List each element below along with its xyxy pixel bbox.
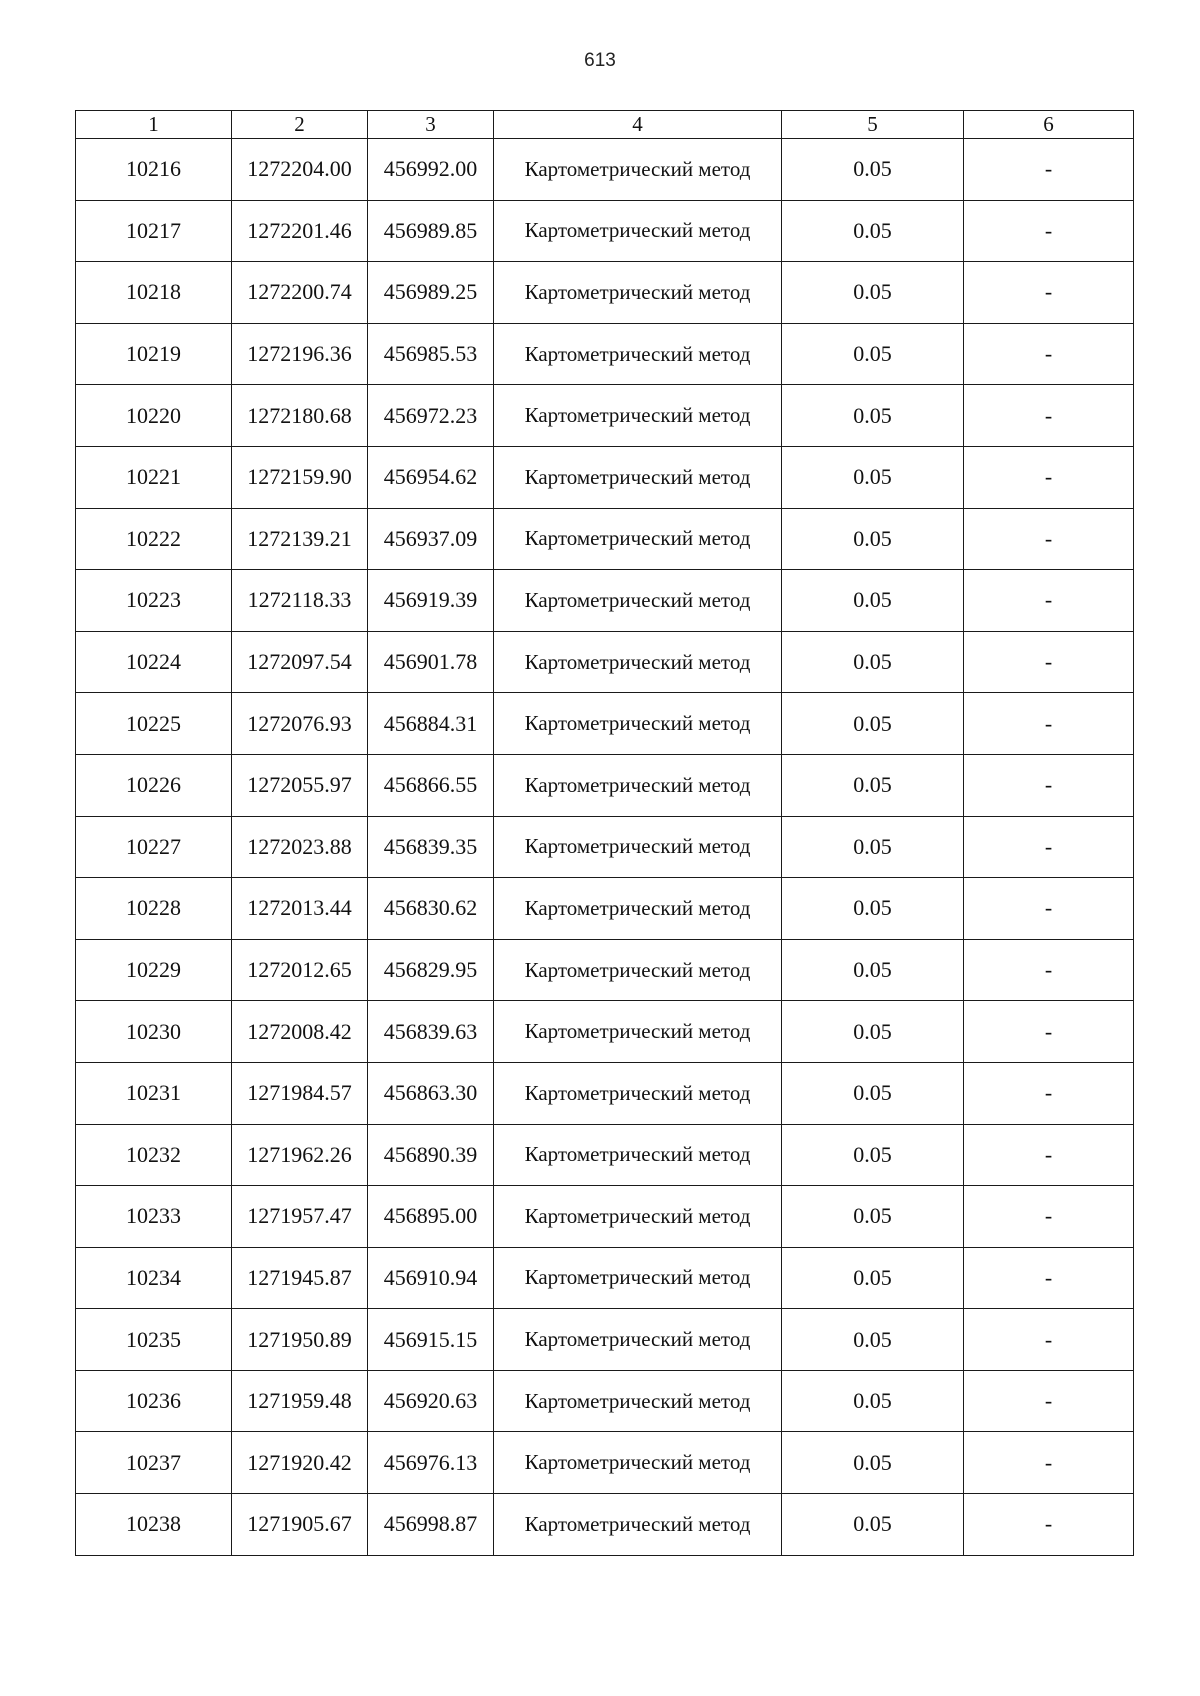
x-coordinate-cell: 1272118.33 [232,570,368,632]
point-number-cell: 10218 [76,262,232,324]
method-cell: Картометрический метод [494,1062,782,1124]
accuracy-cell: 0.05 [782,1432,964,1494]
table-row [76,939,1134,1001]
y-coordinate-cell: 456920.63 [368,1370,494,1432]
note-cell: - [964,1062,1134,1124]
y-coordinate-cell: 456989.25 [368,262,494,324]
note-cell: - [964,878,1134,940]
point-number-cell: 10223 [76,570,232,632]
x-coordinate-cell: 1272139.21 [232,508,368,570]
y-coordinate-cell: 456839.35 [368,816,494,878]
accuracy-cell: 0.05 [782,939,964,1001]
note-cell: - [964,200,1134,262]
x-coordinate-cell: 1272180.68 [232,385,368,447]
point-number-cell: 10236 [76,1370,232,1432]
accuracy-cell: 0.05 [782,878,964,940]
accuracy-cell: 0.05 [782,570,964,632]
y-coordinate-cell: 456830.62 [368,878,494,940]
accuracy-cell: 0.05 [782,1062,964,1124]
accuracy-cell: 0.05 [782,1309,964,1371]
method-cell: Картометрический метод [494,754,782,816]
point-number-cell: 10225 [76,693,232,755]
y-coordinate-cell: 456937.09 [368,508,494,570]
y-coordinate-cell: 456989.85 [368,200,494,262]
y-coordinate-cell: 456915.15 [368,1309,494,1371]
note-cell: - [964,323,1134,385]
x-coordinate-cell: 1272159.90 [232,446,368,508]
method-cell: Картометрический метод [494,323,782,385]
note-cell: - [964,1186,1134,1248]
method-cell: Картометрический метод [494,446,782,508]
point-number-cell: 10219 [76,323,232,385]
method-cell: Картометрический метод [494,508,782,570]
x-coordinate-cell: 1272097.54 [232,631,368,693]
point-number-cell: 10237 [76,1432,232,1494]
table-row [76,508,1134,570]
page-number: 613 [584,50,616,71]
method-cell: Картометрический метод [494,939,782,1001]
note-cell: - [964,816,1134,878]
x-coordinate-cell: 1271984.57 [232,1062,368,1124]
table-row [76,1370,1134,1432]
table-row [76,1309,1134,1371]
point-number-cell: 10235 [76,1309,232,1371]
accuracy-cell: 0.05 [782,693,964,755]
table-row [76,693,1134,755]
method-cell: Картометрический метод [494,1247,782,1309]
accuracy-cell: 0.05 [782,816,964,878]
table-header [76,111,1134,139]
note-cell: - [964,1494,1134,1556]
y-coordinate-cell: 456895.00 [368,1186,494,1248]
table-row [76,570,1134,632]
column-header-6: 6 [964,111,1134,139]
y-coordinate-cell: 456863.30 [368,1062,494,1124]
table-row [76,1001,1134,1063]
x-coordinate-cell: 1272196.36 [232,323,368,385]
method-cell: Картометрический метод [494,200,782,262]
point-number-cell: 10216 [76,139,232,201]
accuracy-cell: 0.05 [782,446,964,508]
note-cell: - [964,139,1134,201]
note-cell: - [964,446,1134,508]
point-number-cell: 10238 [76,1494,232,1556]
table-body [76,139,1134,1556]
method-cell: Картометрический метод [494,878,782,940]
x-coordinate-cell: 1272076.93 [232,693,368,755]
point-number-cell: 10227 [76,816,232,878]
note-cell: - [964,1309,1134,1371]
note-cell: - [964,262,1134,324]
x-coordinate-cell: 1271950.89 [232,1309,368,1371]
method-cell: Картометрический метод [494,816,782,878]
x-coordinate-cell: 1271905.67 [232,1494,368,1556]
accuracy-cell: 0.05 [782,754,964,816]
note-cell: - [964,570,1134,632]
note-cell: - [964,508,1134,570]
y-coordinate-cell: 456998.87 [368,1494,494,1556]
y-coordinate-cell: 456954.62 [368,446,494,508]
method-cell: Картометрический метод [494,1001,782,1063]
table-row [76,323,1134,385]
accuracy-cell: 0.05 [782,139,964,201]
table-row [76,631,1134,693]
note-cell: - [964,1001,1134,1063]
x-coordinate-cell: 1272204.00 [232,139,368,201]
table-row [76,139,1134,201]
accuracy-cell: 0.05 [782,200,964,262]
note-cell: - [964,1370,1134,1432]
method-cell: Картометрический метод [494,139,782,201]
point-number-cell: 10226 [76,754,232,816]
y-coordinate-cell: 456829.95 [368,939,494,1001]
point-number-cell: 10229 [76,939,232,1001]
method-cell: Картометрический метод [494,1186,782,1248]
header-row [76,111,1134,139]
note-cell: - [964,1247,1134,1309]
x-coordinate-cell: 1272013.44 [232,878,368,940]
method-cell: Картометрический метод [494,570,782,632]
table-row [76,1247,1134,1309]
note-cell: - [964,1432,1134,1494]
table-row [76,754,1134,816]
note-cell: - [964,754,1134,816]
x-coordinate-cell: 1271959.48 [232,1370,368,1432]
table-row [76,816,1134,878]
table-row [76,1494,1134,1556]
point-number-cell: 10224 [76,631,232,693]
method-cell: Картометрический метод [494,693,782,755]
accuracy-cell: 0.05 [782,631,964,693]
x-coordinate-cell: 1272200.74 [232,262,368,324]
coordinates-table [75,110,1134,1556]
accuracy-cell: 0.05 [782,1124,964,1186]
accuracy-cell: 0.05 [782,262,964,324]
y-coordinate-cell: 456910.94 [368,1247,494,1309]
x-coordinate-cell: 1271945.87 [232,1247,368,1309]
y-coordinate-cell: 456919.39 [368,570,494,632]
method-cell: Картометрический метод [494,262,782,324]
column-header-2: 2 [232,111,368,139]
accuracy-cell: 0.05 [782,508,964,570]
column-header-4: 4 [494,111,782,139]
point-number-cell: 10231 [76,1062,232,1124]
method-cell: Картометрический метод [494,631,782,693]
x-coordinate-cell: 1272201.46 [232,200,368,262]
point-number-cell: 10230 [76,1001,232,1063]
point-number-cell: 10228 [76,878,232,940]
note-cell: - [964,693,1134,755]
accuracy-cell: 0.05 [782,385,964,447]
x-coordinate-cell: 1271920.42 [232,1432,368,1494]
x-coordinate-cell: 1272008.42 [232,1001,368,1063]
column-header-5: 5 [782,111,964,139]
note-cell: - [964,1124,1134,1186]
table-row [76,385,1134,447]
x-coordinate-cell: 1272055.97 [232,754,368,816]
point-number-cell: 10220 [76,385,232,447]
accuracy-cell: 0.05 [782,1370,964,1432]
accuracy-cell: 0.05 [782,1247,964,1309]
method-cell: Картометрический метод [494,1494,782,1556]
accuracy-cell: 0.05 [782,1494,964,1556]
method-cell: Картометрический метод [494,1309,782,1371]
note-cell: - [964,385,1134,447]
y-coordinate-cell: 456901.78 [368,631,494,693]
point-number-cell: 10222 [76,508,232,570]
point-number-cell: 10221 [76,446,232,508]
table-row [76,1186,1134,1248]
y-coordinate-cell: 456985.53 [368,323,494,385]
method-cell: Картометрический метод [494,385,782,447]
accuracy-cell: 0.05 [782,1186,964,1248]
point-number-cell: 10232 [76,1124,232,1186]
point-number-cell: 10233 [76,1186,232,1248]
y-coordinate-cell: 456866.55 [368,754,494,816]
table-row [76,1124,1134,1186]
table-row [76,1062,1134,1124]
table-row [76,262,1134,324]
y-coordinate-cell: 456972.23 [368,385,494,447]
x-coordinate-cell: 1272023.88 [232,816,368,878]
y-coordinate-cell: 456884.31 [368,693,494,755]
note-cell: - [964,939,1134,1001]
x-coordinate-cell: 1272012.65 [232,939,368,1001]
y-coordinate-cell: 456890.39 [368,1124,494,1186]
accuracy-cell: 0.05 [782,1001,964,1063]
method-cell: Картометрический метод [494,1370,782,1432]
table-row [76,200,1134,262]
point-number-cell: 10234 [76,1247,232,1309]
accuracy-cell: 0.05 [782,323,964,385]
x-coordinate-cell: 1271962.26 [232,1124,368,1186]
table-row [76,446,1134,508]
x-coordinate-cell: 1271957.47 [232,1186,368,1248]
point-number-cell: 10217 [76,200,232,262]
y-coordinate-cell: 456992.00 [368,139,494,201]
table-row [76,878,1134,940]
note-cell: - [964,631,1134,693]
method-cell: Картометрический метод [494,1124,782,1186]
column-header-1: 1 [76,111,232,139]
method-cell: Картометрический метод [494,1432,782,1494]
table-row [76,1432,1134,1494]
y-coordinate-cell: 456976.13 [368,1432,494,1494]
column-header-3: 3 [368,111,494,139]
y-coordinate-cell: 456839.63 [368,1001,494,1063]
